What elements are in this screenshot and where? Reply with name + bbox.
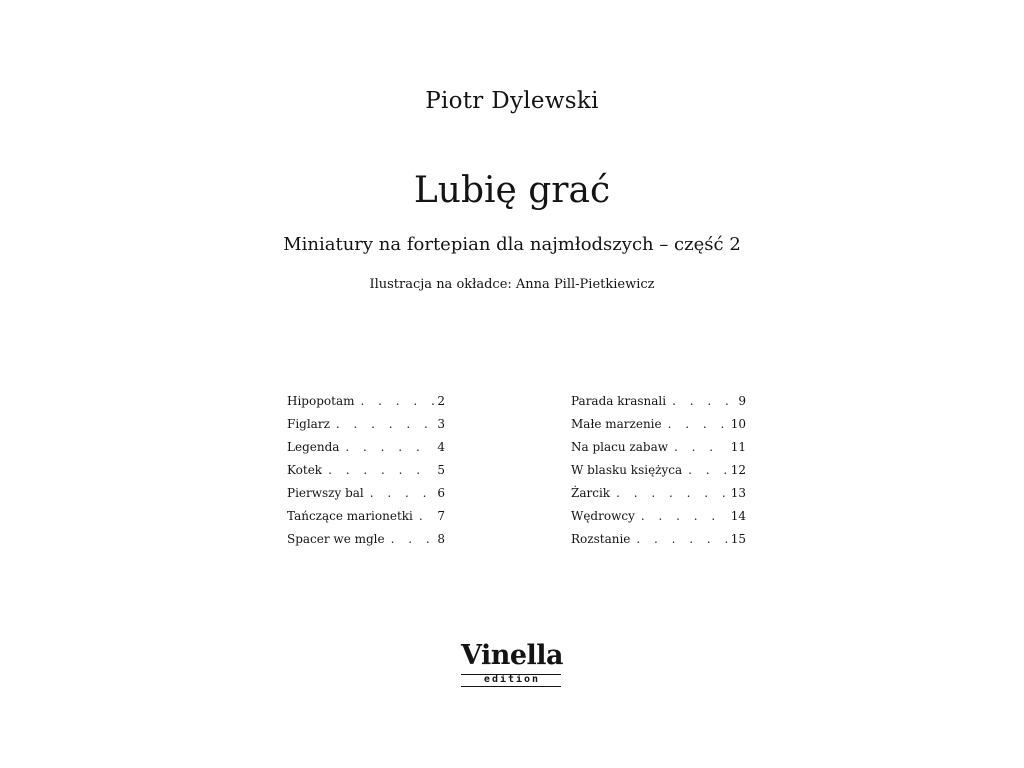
toc-entry — [571, 509, 746, 532]
toc-entry-page: 4 — [437, 440, 445, 454]
toc-entry — [287, 509, 445, 532]
book-title: Lubię grać — [413, 170, 611, 211]
toc-leader-dots — [328, 463, 434, 477]
toc-entry-page: 7 — [437, 509, 445, 523]
toc-entry-title: Na placu zabaw — [571, 440, 668, 454]
toc-entry-page: 13 — [730, 486, 746, 500]
toc-left-column — [287, 394, 445, 555]
toc-leader-dots — [641, 509, 728, 523]
toc-leader-dots — [360, 394, 434, 408]
toc-leader-dots — [636, 532, 727, 546]
toc-entry-title: Spacer we mgle — [287, 532, 385, 546]
toc-entry — [571, 394, 746, 417]
toc-entry-title: Legenda — [287, 440, 340, 454]
toc-right-column — [571, 394, 746, 555]
toc-entry — [571, 486, 746, 509]
toc-entry — [571, 532, 746, 555]
toc-entry — [287, 394, 445, 417]
toc-entry-page: 10 — [730, 417, 746, 431]
toc-entry-page: 11 — [730, 440, 746, 454]
toc-entry-title: Rozstanie — [571, 532, 631, 546]
toc-entry-title: Kotek — [287, 463, 323, 477]
toc-entry — [287, 532, 445, 555]
toc-leader-dots — [616, 486, 728, 500]
publisher-logo — [459, 640, 565, 688]
toc-entry-page: 12 — [730, 463, 746, 477]
toc-entry-page: 14 — [730, 509, 746, 523]
toc-entry-title: Hipopotam — [287, 394, 355, 408]
toc-leader-dots — [391, 532, 434, 546]
toc-leader-dots — [336, 417, 434, 431]
toc-leader-dots — [668, 417, 728, 431]
toc-entry — [571, 417, 746, 440]
toc-entry-page: 5 — [437, 463, 445, 477]
book-subtitle: Miniatury na fortepian dla najmłodszych – część 2 — [283, 234, 741, 255]
toc-entry — [571, 463, 746, 486]
toc-entry-page: 2 — [437, 394, 445, 408]
toc-entry-title: Parada krasnali — [571, 394, 667, 408]
toc-entry-title: Figlarz — [287, 417, 330, 431]
toc-leader-dots — [688, 463, 728, 477]
toc-entry — [287, 440, 445, 463]
toc-entry-page: 6 — [437, 486, 445, 500]
toc-entry-title: Wędrowcy — [571, 509, 635, 523]
toc-entry-page: 15 — [730, 532, 746, 546]
toc-entry — [287, 463, 445, 486]
toc-entry — [287, 417, 445, 440]
toc-entry-page: 3 — [437, 417, 445, 431]
toc-entry-page: 9 — [738, 394, 746, 408]
publisher-sub: edition — [483, 673, 541, 685]
toc-entry-title: Żarcik — [571, 486, 611, 500]
toc-entry — [571, 440, 746, 463]
toc-leader-dots — [672, 394, 735, 408]
toc-entry-title: Tańczące marionetki — [287, 509, 413, 523]
toc-leader-dots — [345, 440, 434, 454]
toc-leader-dots — [674, 440, 728, 454]
toc-entry-title: Małe marzenie — [571, 417, 662, 431]
toc-entry-title: Pierwszy bal — [287, 486, 364, 500]
author-name: Piotr Dylewski — [425, 88, 599, 114]
toc-entry-title: W blasku księżyca — [571, 463, 683, 477]
publisher-name: Vinella — [460, 640, 564, 671]
toc-leader-dots — [419, 509, 434, 523]
toc-entry — [287, 486, 445, 509]
illustration-credit: Ilustracja na okładce: Anna Pill-Pietkiewicz — [369, 277, 655, 292]
toc-leader-dots — [370, 486, 434, 500]
toc-entry-page: 8 — [437, 532, 445, 546]
